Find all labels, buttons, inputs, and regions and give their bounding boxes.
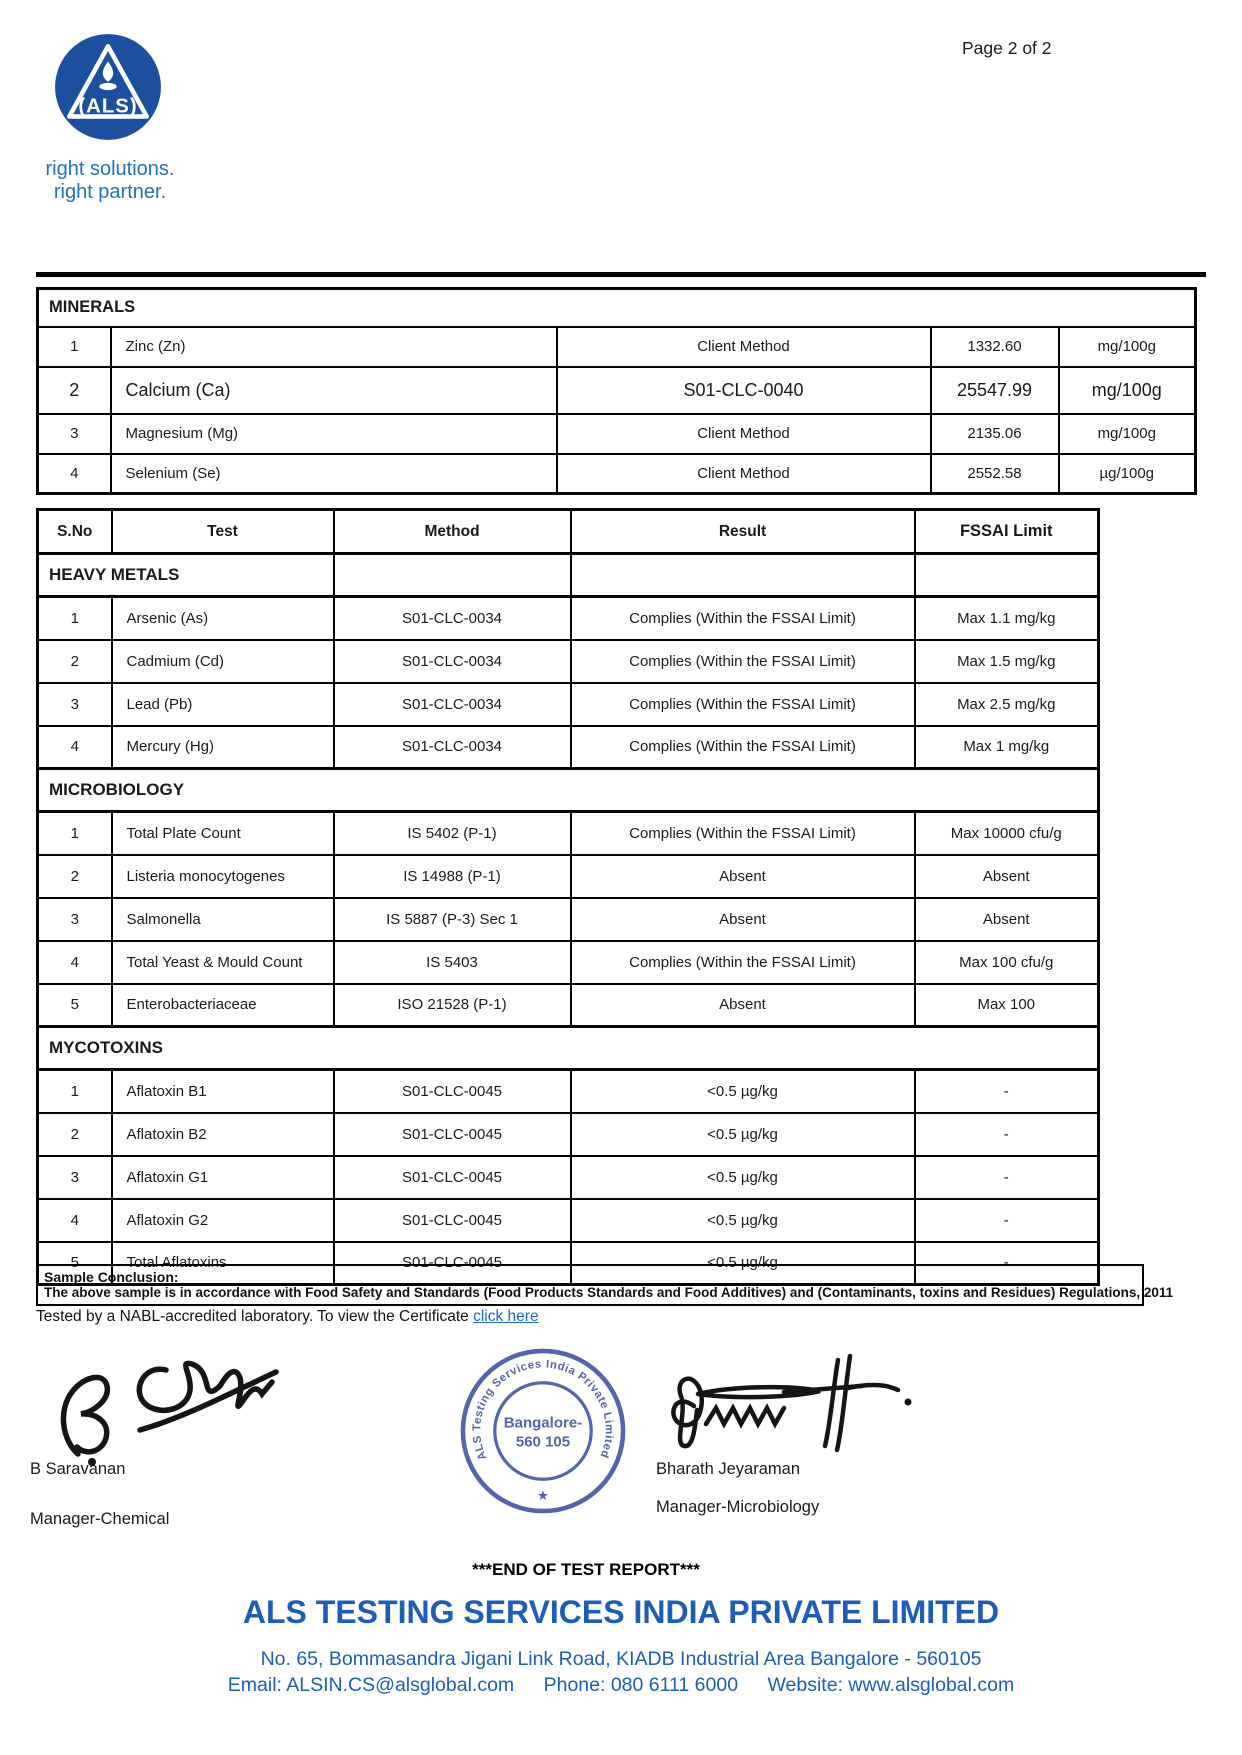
conclusion-text: The above sample is in accordance with Food Safety and Standards (Food Products Standards and Food Additives) and (Contaminants, toxins and Residues) Regulations, 2011: [44, 1285, 1174, 1300]
cell-result: <0.5 µg/kg: [571, 1070, 915, 1113]
cell-unit: µg/100g: [1059, 454, 1196, 494]
cell-sno: 1: [38, 1070, 112, 1113]
logo-tagline: [28, 158, 192, 204]
cell-sno: 5: [38, 984, 112, 1027]
signature-microbiology-icon: [640, 1348, 930, 1465]
table-row: [38, 1199, 1099, 1242]
conclusion-label: Sample Conclusion:: [44, 1269, 179, 1285]
cell-test: Calcium (Ca): [111, 367, 557, 414]
company-website: Website: www.alsglobal.com: [767, 1674, 1015, 1696]
cell-limit: -: [915, 1070, 1099, 1113]
cell-test: Lead (Pb): [112, 683, 334, 726]
table-row: [38, 414, 1196, 454]
table-row: [38, 812, 1099, 855]
cell-result: 2135.06: [931, 414, 1059, 454]
company-address: No. 65, Bommasandra Jigani Link Road, KIADB Industrial Area Bangalore - 560105: [260, 1648, 982, 1670]
cell-sno: 2: [38, 367, 111, 414]
table-row: [38, 367, 1196, 414]
minerals-title: MINERALS: [38, 289, 1196, 327]
cell-result: 25547.99: [931, 367, 1059, 414]
nabl-note: [36, 1308, 539, 1326]
nabl-note-text: Tested by a NABL-accredited laboratory. To view the Certificate: [36, 1308, 469, 1325]
cell-sno: 1: [38, 327, 111, 367]
cell-test: Selenium (Se): [111, 454, 557, 494]
cell-test: Total Plate Count: [112, 812, 334, 855]
sample-conclusion: [36, 1264, 1174, 1306]
cell-limit: Max 2.5 mg/kg: [915, 683, 1099, 726]
company-name: ALS TESTING SERVICES INDIA PRIVATE LIMITED: [242, 1594, 1000, 1630]
cell-method: Client Method: [557, 414, 931, 454]
cell-limit: Max 1 mg/kg: [915, 726, 1099, 769]
results-table: [36, 508, 1100, 1286]
cell-result: Complies (Within the FSSAI Limit): [571, 597, 915, 640]
signatory-title: Manager-Chemical: [30, 1510, 170, 1528]
cell-sno: 1: [38, 597, 112, 640]
table-row: [38, 898, 1099, 941]
header-divider: [36, 272, 1206, 277]
svg-text:(ALS): (ALS): [78, 95, 138, 118]
cell-unit: mg/100g: [1059, 367, 1196, 414]
end-of-report: ***END OF TEST REPORT***: [472, 1560, 700, 1579]
certificate-link[interactable]: click here: [473, 1308, 539, 1325]
cell-result: <0.5 µg/kg: [571, 1113, 915, 1156]
cell-test: Aflatoxin B1: [112, 1070, 334, 1113]
cell-sno: 3: [38, 1156, 112, 1199]
cell-result: <0.5 µg/kg: [571, 1156, 915, 1199]
cell-limit: Absent: [915, 855, 1099, 898]
cell-result: Absent: [571, 898, 915, 941]
cell-result: Absent: [571, 855, 915, 898]
cell-limit: -: [915, 1242, 1099, 1285]
cell-method: S01-CLC-0045: [334, 1156, 571, 1199]
cell-method: IS 5887 (P-3) Sec 1: [334, 898, 571, 941]
page-number: Page 2 of 2: [962, 38, 1052, 58]
header-method: Method: [334, 510, 571, 554]
section-title: MYCOTOXINS: [38, 1027, 1099, 1070]
cell-method: Client Method: [557, 327, 931, 367]
cell-limit: -: [915, 1199, 1099, 1242]
company-contact: [0, 1674, 1242, 1697]
cell-method: S01-CLC-0034: [334, 683, 571, 726]
cell-result: Complies (Within the FSSAI Limit): [571, 941, 915, 984]
minerals-table: [36, 287, 1197, 495]
cell-sno: 3: [38, 414, 111, 454]
section-row: [38, 1027, 1099, 1070]
table-row: [38, 941, 1099, 984]
cell-sno: 2: [38, 855, 112, 898]
table-row: [38, 640, 1099, 683]
cell-result: Complies (Within the FSSAI Limit): [571, 812, 915, 855]
section-title: MICROBIOLOGY: [38, 769, 1099, 812]
cell-result: Complies (Within the FSSAI Limit): [571, 726, 915, 769]
cell-sno: 4: [38, 1199, 112, 1242]
als-logo-icon: [52, 30, 164, 149]
cell-sno: 2: [38, 1113, 112, 1156]
table-row: [38, 984, 1099, 1027]
company-phone: Phone: 080 6111 6000: [543, 1674, 739, 1696]
company-stamp-icon: [452, 1340, 634, 1527]
cell-method: Client Method: [557, 454, 931, 494]
cell-method: ISO 21528 (P-1): [334, 984, 571, 1027]
cell-sno: 1: [38, 812, 112, 855]
cell-method: S01-CLC-0034: [334, 726, 571, 769]
stamp-pincode: 560 105: [515, 1433, 571, 1451]
cell-test: Listeria monocytogenes: [112, 855, 334, 898]
signatory-title: Manager-Microbiology: [656, 1498, 820, 1516]
cell-limit: -: [915, 1113, 1099, 1156]
cell-test: Mercury (Hg): [112, 726, 334, 769]
cell-result: Complies (Within the FSSAI Limit): [571, 683, 915, 726]
cell-result: Absent: [571, 984, 915, 1027]
cell-method: S01-CLC-0045: [334, 1070, 571, 1113]
cell-limit: Absent: [915, 898, 1099, 941]
table-row: [38, 1070, 1099, 1113]
signature-chemical-icon: [48, 1342, 283, 1477]
section-row: [38, 554, 1099, 597]
table-row: [38, 726, 1099, 769]
header-test: Test: [112, 510, 334, 554]
cell-method: S01-CLC-0045: [334, 1113, 571, 1156]
table-header-row: [38, 510, 1099, 554]
cell-unit: mg/100g: [1059, 414, 1196, 454]
cell-method: IS 14988 (P-1): [334, 855, 571, 898]
cell-method: S01-CLC-0045: [334, 1199, 571, 1242]
company-email: Email: ALSIN.CS@alsglobal.com: [227, 1674, 515, 1696]
cell-test: Aflatoxin G2: [112, 1199, 334, 1242]
cell-test: Enterobacteriaceae: [112, 984, 334, 1027]
star-icon: ★: [536, 1488, 550, 1504]
cell-sno: 4: [38, 726, 112, 769]
cell-limit: Max 10000 cfu/g: [915, 812, 1099, 855]
cell-sno: 2: [38, 640, 112, 683]
cell-limit: Max 1.1 mg/kg: [915, 597, 1099, 640]
cell-method: S01-CLC-0034: [334, 640, 571, 683]
table-row: [38, 683, 1099, 726]
table-row: [38, 1156, 1099, 1199]
cell-result: 1332.60: [931, 327, 1059, 367]
cell-test: Salmonella: [112, 898, 334, 941]
cell-limit: Max 1.5 mg/kg: [915, 640, 1099, 683]
cell-method: IS 5403: [334, 941, 571, 984]
cell-test: Total Yeast & Mould Count: [112, 941, 334, 984]
cell-sno: 4: [38, 454, 111, 494]
cell-test: Zinc (Zn): [111, 327, 557, 367]
table-row: [38, 327, 1196, 367]
cell-method: S01-CLC-0045: [334, 1242, 571, 1285]
table-row: [38, 454, 1196, 494]
cell-unit: mg/100g: [1059, 327, 1196, 367]
cell-method: S01-CLC-0034: [334, 597, 571, 640]
cell-method: IS 5402 (P-1): [334, 812, 571, 855]
cell-test: Aflatoxin B2: [112, 1113, 334, 1156]
tagline-line2: right partner.: [53, 180, 167, 203]
cell-test: Total Aflatoxins: [112, 1242, 334, 1285]
cell-result: <0.5 µg/kg: [571, 1242, 915, 1285]
signatory-name: Bharath Jeyaraman: [656, 1460, 800, 1478]
cell-sno: 3: [38, 683, 112, 726]
signatory-name: B Saravanan: [30, 1460, 126, 1478]
cell-sno: 4: [38, 941, 112, 984]
section-title: HEAVY METALS: [38, 554, 334, 597]
cell-result: <0.5 µg/kg: [571, 1199, 915, 1242]
cell-sno: 5: [38, 1242, 112, 1285]
stamp-city: Bangalore-: [503, 1414, 583, 1432]
table-row: [38, 597, 1099, 640]
cell-test: Cadmium (Cd): [112, 640, 334, 683]
header-sno: S.No: [38, 510, 112, 554]
stamp-ring-text: ALS Testing Services India Private Limited: [471, 1358, 615, 1462]
table-row: [38, 1113, 1099, 1156]
cell-test: Arsenic (As): [112, 597, 334, 640]
cell-sno: 3: [38, 898, 112, 941]
cell-test: Aflatoxin G1: [112, 1156, 334, 1199]
tagline-line1: right solutions.: [45, 158, 175, 180]
cell-test: Magnesium (Mg): [111, 414, 557, 454]
section-row: [38, 769, 1099, 812]
table-row: [38, 855, 1099, 898]
cell-limit: Max 100: [915, 984, 1099, 1027]
cell-limit: Max 100 cfu/g: [915, 941, 1099, 984]
cell-result: 2552.58: [931, 454, 1059, 494]
header-result: Result: [571, 510, 915, 554]
header-limit: FSSAI Limit: [915, 510, 1099, 554]
cell-method: S01-CLC-0040: [557, 367, 931, 414]
cell-limit: -: [915, 1156, 1099, 1199]
cell-result: Complies (Within the FSSAI Limit): [571, 640, 915, 683]
